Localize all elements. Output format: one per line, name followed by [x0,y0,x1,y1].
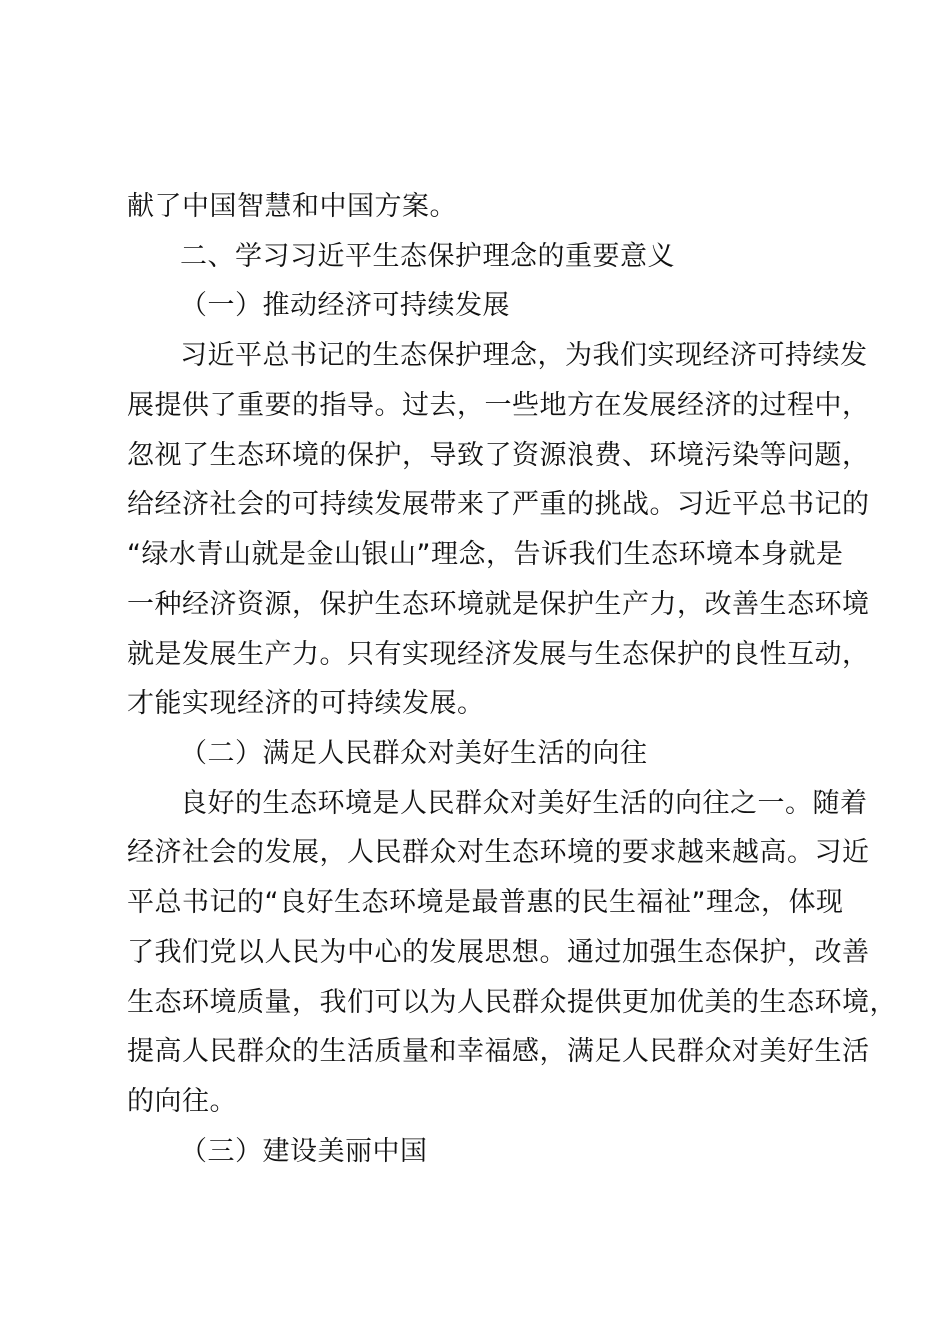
paragraph-line: 经济社会的发展，人民群众对生态环境的要求越来越高。习近 [127,837,870,868]
paragraph-line: 一种经济资源，保护生态环境就是保护生产力，改善生态环境 [127,589,870,620]
section-heading: 二、学习习近平生态保护理念的重要意义 [180,241,675,272]
paragraph-line: 的向往。 [127,1086,237,1117]
paragraph-line: 提高人民群众的生活质量和幸福感，满足人民群众对美好生活 [127,1036,870,1067]
paragraph-line: “绿水青山就是金山银山”理念，告诉我们生态环境本身就是 [127,539,844,570]
paragraph-line: 忽视了生态环境的保护，导致了资源浪费、环境污染等问题， [127,440,870,471]
paragraph-line: 就是发展生产力。只有实现经济发展与生态保护的良性互动， [127,639,870,670]
paragraph-line: 才能实现经济的可持续发展。 [127,688,485,719]
paragraph-line: 献了中国智慧和中国方案。 [127,191,457,222]
paragraph-line: 给经济社会的可持续发展带来了严重的挑战。习近平总书记的 [127,489,870,520]
subsection-heading: （二）满足人民群众对美好生活的向往 [180,738,648,769]
paragraph-line: 了我们党以人民为中心的发展思想。通过加强生态保护，改善 [127,937,870,968]
paragraph-line: 习近平总书记的生态保护理念，为我们实现经济可持续发 [180,340,868,371]
paragraph-line: 良好的生态环境是人民群众对美好生活的向往之一。随着 [180,788,868,819]
subsection-heading: （一）推动经济可持续发展 [180,290,510,321]
paragraph-line: 平总书记的“良好生态环境是最普惠的民生福祉”理念，体现 [127,887,844,918]
subsection-heading: （三）建设美丽中国 [180,1136,428,1167]
paragraph-line: 展提供了重要的指导。过去，一些地方在发展经济的过程中， [127,390,870,421]
paragraph-line: 生态环境质量，我们可以为人民群众提供更加优美的生态环境， [127,987,897,1018]
